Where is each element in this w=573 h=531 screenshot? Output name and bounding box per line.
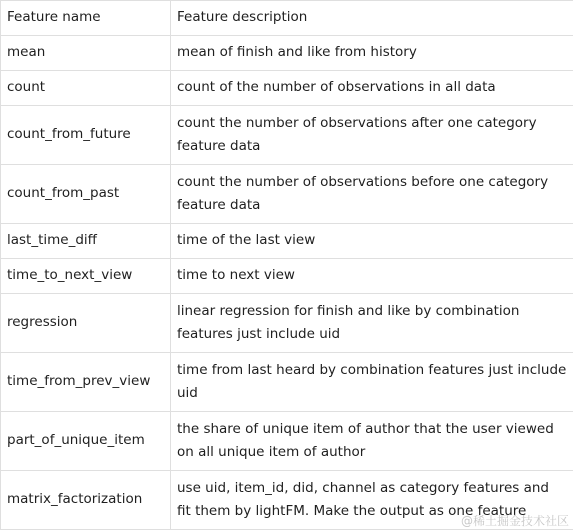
feature-name-cell: mean — [1, 36, 171, 71]
table-row — [1, 106, 573, 165]
feature-name-cell: count_from_future — [1, 106, 171, 165]
table-row — [1, 224, 573, 259]
table-row — [1, 294, 573, 353]
feature-description-cell: the share of unique item of author that the user viewed on all unique item of author — [171, 412, 573, 471]
feature-description-cell: time to next view — [171, 259, 573, 294]
feature-description-cell: use uid, item_id, did, channel as category features and fit them by lightFM. Make the output as one feature — [171, 471, 573, 530]
table-row — [1, 165, 573, 224]
feature-name-cell: count — [1, 71, 171, 106]
feature-name-cell: matrix_factorization — [1, 471, 171, 530]
feature-name-cell: count_from_past — [1, 165, 171, 224]
feature-name-cell: last_time_diff — [1, 224, 171, 259]
feature-name-cell: regression — [1, 294, 171, 353]
table-row — [1, 353, 573, 412]
feature-description-cell: time of the last view — [171, 224, 573, 259]
feature-name-cell: part_of_unique_item — [1, 412, 171, 471]
feature-description-cell: time from last heard by combination features just include uid — [171, 353, 573, 412]
feature-name-cell: time_to_next_view — [1, 259, 171, 294]
feature-description-cell: count the number of observations before one category feature data — [171, 165, 573, 224]
feature-description-cell: count the number of observations after one category feature data — [171, 106, 573, 165]
table-row — [1, 412, 573, 471]
table-header-row — [1, 1, 573, 36]
feature-name-cell: time_from_prev_view — [1, 353, 171, 412]
feature-description-cell: mean of finish and like from history — [171, 36, 573, 71]
feature-description-cell: linear regression for finish and like by combination features just include uid — [171, 294, 573, 353]
header-feature-name: Feature name — [1, 1, 171, 36]
table-row — [1, 259, 573, 294]
header-feature-description: Feature description — [171, 1, 573, 36]
table-row — [1, 36, 573, 71]
feature-description-cell: count of the number of observations in all data — [171, 71, 573, 106]
watermark: @稀土掘金技术社区 — [460, 514, 569, 528]
table-row — [1, 71, 573, 106]
